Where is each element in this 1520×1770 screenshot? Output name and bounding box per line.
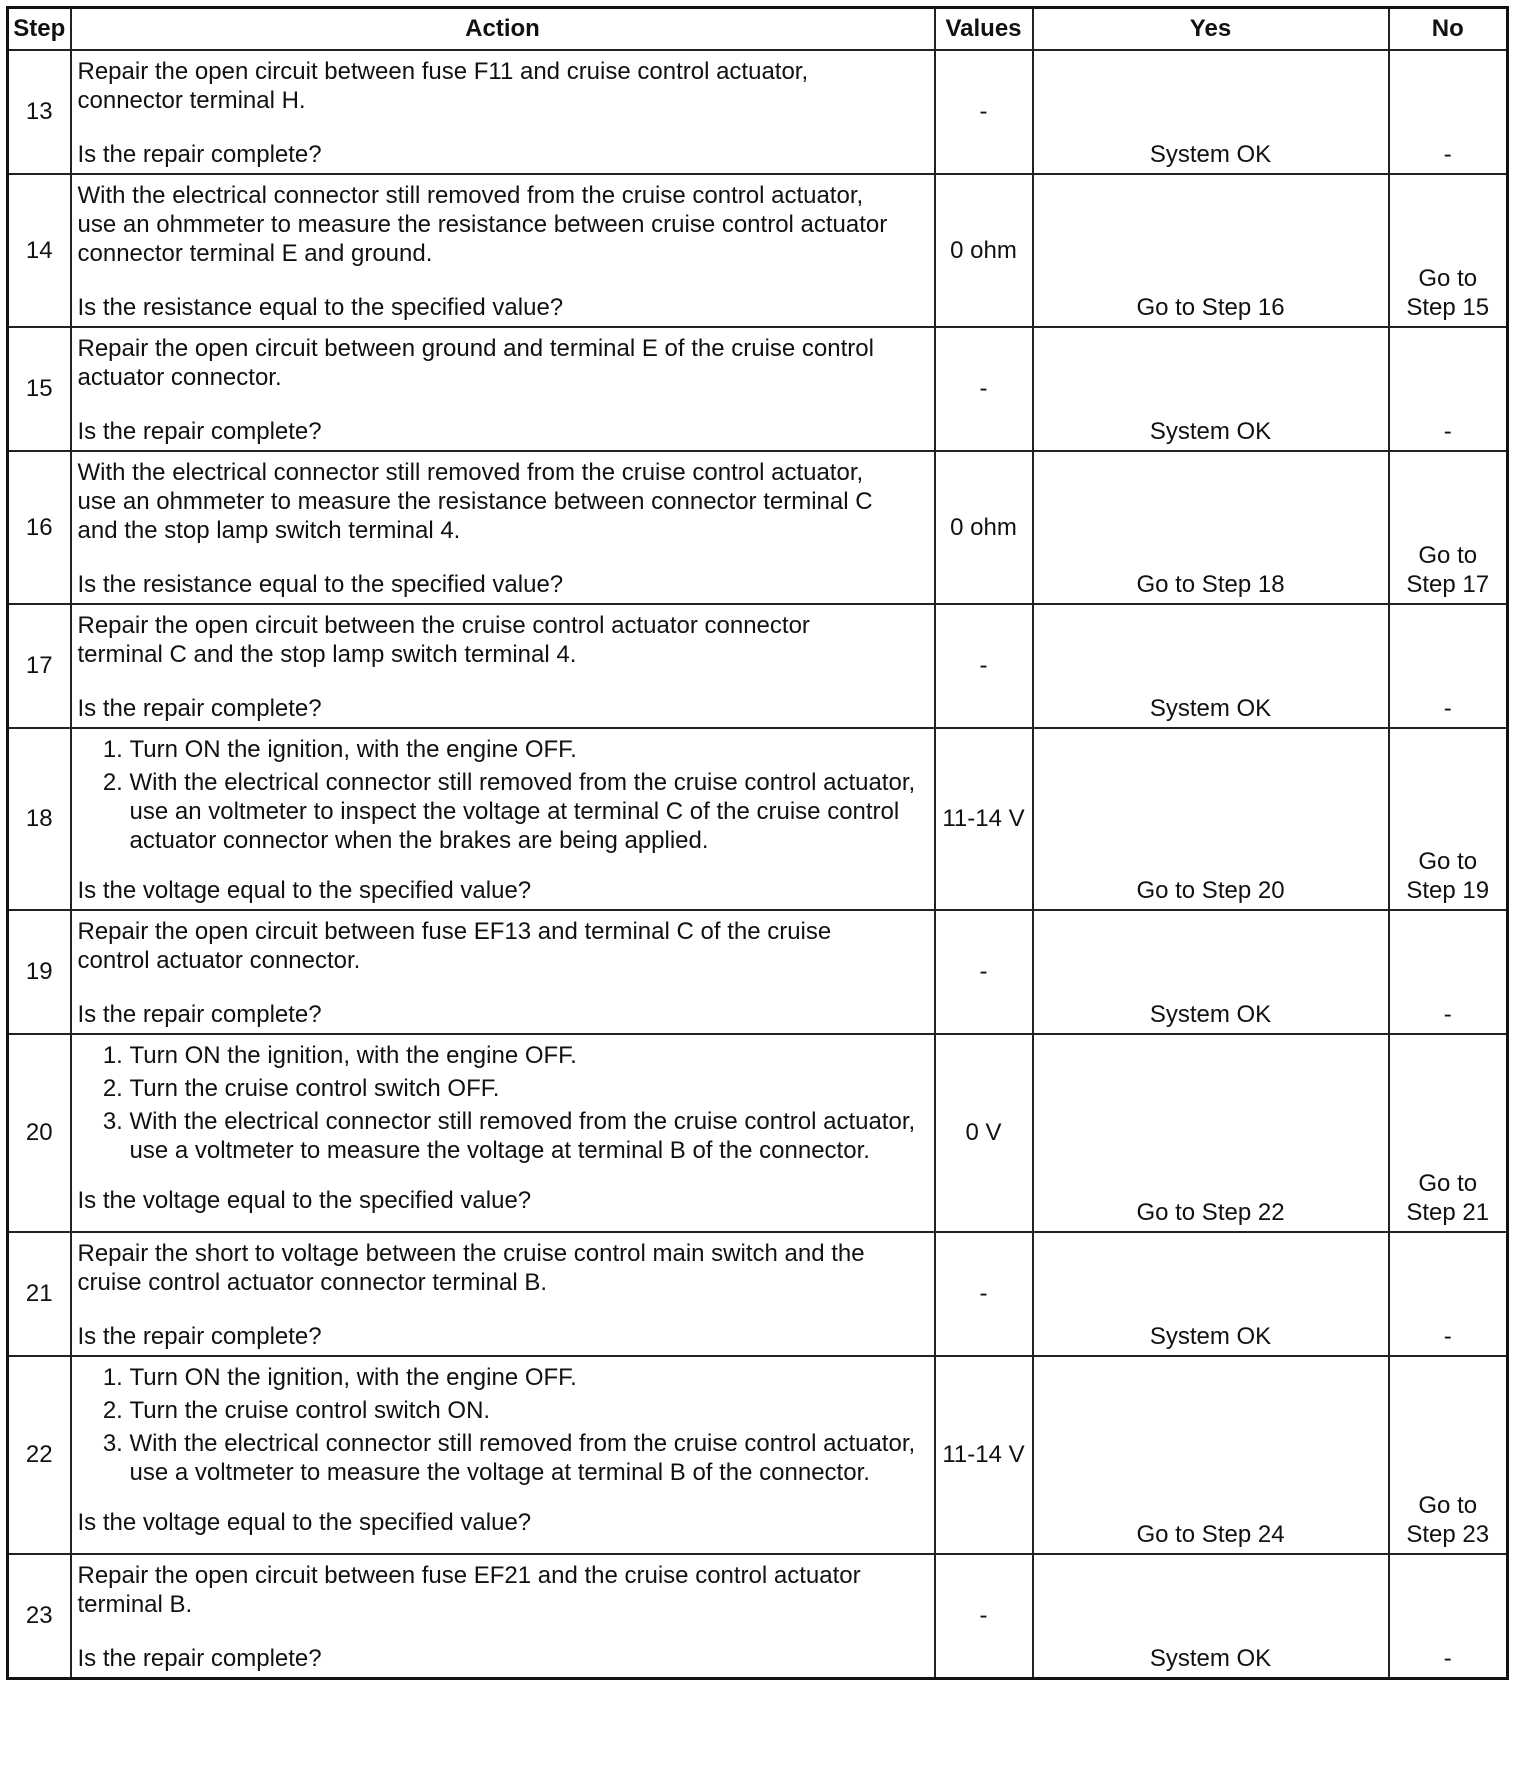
yes-cell: Go to Step 16 [1033, 174, 1389, 327]
action-step-item: 2. Turn the cruise control switch ON. [130, 1396, 926, 1425]
yes-cell: System OK [1033, 604, 1389, 728]
no-cell: - [1389, 910, 1508, 1034]
action-text: With the electrical connector still removed from the cruise control actuator, use an ohmmeter to measure the resistance between cruise control actuator connector terminal E and ground. [77, 182, 888, 267]
step-number: 21 [8, 1232, 71, 1356]
no-cell: Go to Step 21 [1389, 1034, 1508, 1232]
yes-cell: System OK [1033, 1232, 1389, 1356]
step-number: 20 [8, 1034, 71, 1232]
action-cell [71, 728, 935, 910]
table-row [8, 174, 1508, 327]
action-step-item: 3. With the electrical connector still removed from the cruise control actuator, use a voltmeter to measure the voltage at terminal B of the connector. [130, 1107, 926, 1165]
yes-cell: Go to Step 22 [1033, 1034, 1389, 1232]
diagnostic-table [6, 6, 1509, 1680]
action-question: Is the repair complete? [77, 1323, 322, 1350]
no-cell: Go to Step 23 [1389, 1356, 1508, 1554]
header-yes: Yes [1033, 8, 1389, 51]
values-cell: 0 V [935, 1034, 1033, 1232]
step-number: 18 [8, 728, 71, 910]
values-cell: - [935, 50, 1033, 174]
action-text: Repair the open circuit between fuse EF13 and terminal C of the cruise control actuator connector. [77, 918, 832, 974]
header-values: Values [935, 8, 1033, 51]
header-step: Step [8, 8, 71, 51]
no-cell: - [1389, 604, 1508, 728]
values-cell: - [935, 327, 1033, 451]
action-steps-list [78, 1363, 926, 1487]
yes-cell: System OK [1033, 910, 1389, 1034]
table-header-row [8, 8, 1508, 51]
table-row [8, 1232, 1508, 1356]
action-cell [71, 604, 935, 728]
table-row [8, 327, 1508, 451]
values-cell: 0 ohm [935, 174, 1033, 327]
step-number: 17 [8, 604, 71, 728]
diagnostic-table-container [6, 6, 1506, 1680]
action-step-item: 3. With the electrical connector still removed from the cruise control actuator, use a voltmeter to measure the voltage at terminal B of the connector. [130, 1429, 926, 1487]
values-cell: - [935, 1232, 1033, 1356]
table-body [8, 50, 1508, 1679]
step-number: 19 [8, 910, 71, 1034]
table-row [8, 604, 1508, 728]
action-text: Repair the open circuit between the cruise control actuator connector terminal C and the stop lamp switch terminal 4. [77, 612, 810, 668]
step-number: 14 [8, 174, 71, 327]
action-cell [71, 327, 935, 451]
action-cell [71, 910, 935, 1034]
step-number: 16 [8, 451, 71, 604]
action-step-item: 2. With the electrical connector still removed from the cruise control actuator, use an voltmeter to inspect the voltage at terminal C of the cruise control actuator connector when the brakes are being applied. [130, 768, 926, 855]
action-step-item: 1. Turn ON the ignition, with the engine OFF. [130, 1363, 926, 1392]
action-question: Is the repair complete? [77, 695, 322, 722]
yes-cell: System OK [1033, 1554, 1389, 1679]
no-cell: - [1389, 1232, 1508, 1356]
action-steps-list [78, 1041, 926, 1165]
values-cell: - [935, 910, 1033, 1034]
action-text: Repair the open circuit between fuse EF21 and the cruise control actuator terminal B. [77, 1562, 861, 1618]
action-question: Is the repair complete? [77, 1645, 322, 1672]
action-cell [71, 1554, 935, 1679]
values-cell: 11-14 V [935, 1356, 1033, 1554]
yes-cell: System OK [1033, 327, 1389, 451]
values-cell: - [935, 1554, 1033, 1679]
action-question: Is the repair complete? [77, 141, 322, 168]
action-step-item: 2. Turn the cruise control switch OFF. [130, 1074, 926, 1103]
table-row [8, 50, 1508, 174]
no-cell: Go to Step 15 [1389, 174, 1508, 327]
action-text: Repair the short to voltage between the cruise control main switch and the cruise control actuator connector terminal B. [77, 1240, 865, 1296]
table-row [8, 910, 1508, 1034]
action-question: Is the voltage equal to the specified value? [77, 877, 532, 904]
step-number: 22 [8, 1356, 71, 1554]
action-cell [71, 1356, 935, 1554]
action-question: Is the repair complete? [77, 1001, 322, 1028]
no-cell: Go to Step 17 [1389, 451, 1508, 604]
step-number: 13 [8, 50, 71, 174]
action-question: Is the resistance equal to the specified value? [77, 571, 564, 598]
action-cell [71, 50, 935, 174]
table-row [8, 451, 1508, 604]
no-cell: - [1389, 327, 1508, 451]
table-row [8, 1034, 1508, 1232]
no-cell: - [1389, 50, 1508, 174]
no-cell: - [1389, 1554, 1508, 1679]
action-steps-list [78, 735, 926, 855]
no-cell: Go to Step 19 [1389, 728, 1508, 910]
action-cell [71, 1034, 935, 1232]
table-row [8, 1356, 1508, 1554]
action-text: Repair the open circuit between fuse F11 and cruise control actuator, connector terminal H. [77, 58, 809, 114]
header-no: No [1389, 8, 1508, 51]
yes-cell: Go to Step 20 [1033, 728, 1389, 910]
action-question: Is the voltage equal to the specified value? [77, 1187, 532, 1214]
action-text: With the electrical connector still removed from the cruise control actuator, use an ohmmeter to measure the resistance between connector terminal C and the stop lamp switch terminal 4. [77, 459, 873, 544]
action-cell [71, 1232, 935, 1356]
action-text: Repair the open circuit between ground and terminal E of the cruise control actuator connector. [77, 335, 874, 391]
table-row [8, 1554, 1508, 1679]
action-step-item: 1. Turn ON the ignition, with the engine OFF. [130, 1041, 926, 1070]
values-cell: 11-14 V [935, 728, 1033, 910]
action-cell [71, 451, 935, 604]
action-question: Is the repair complete? [77, 418, 322, 445]
yes-cell: Go to Step 18 [1033, 451, 1389, 604]
yes-cell: Go to Step 24 [1033, 1356, 1389, 1554]
step-number: 23 [8, 1554, 71, 1679]
action-cell [71, 174, 935, 327]
step-number: 15 [8, 327, 71, 451]
action-question: Is the voltage equal to the specified value? [77, 1509, 532, 1536]
table-row [8, 728, 1508, 910]
action-question: Is the resistance equal to the specified value? [77, 294, 564, 321]
yes-cell: System OK [1033, 50, 1389, 174]
values-cell: 0 ohm [935, 451, 1033, 604]
values-cell: - [935, 604, 1033, 728]
action-step-item: 1. Turn ON the ignition, with the engine OFF. [130, 735, 926, 764]
header-action: Action [71, 8, 935, 51]
